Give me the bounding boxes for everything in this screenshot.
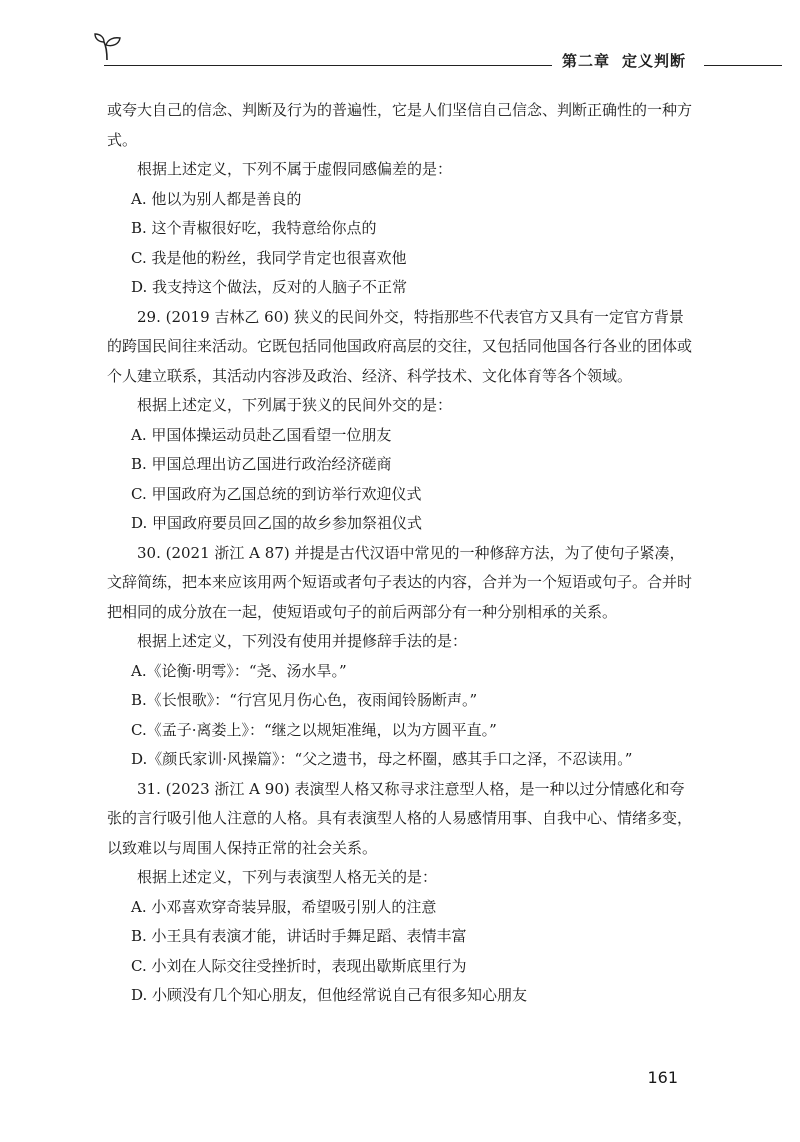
- chapter-label: 第二章: [562, 52, 611, 70]
- q30-option-a: A.《论衡·明雩》：“尧、汤水旱。”: [131, 661, 347, 680]
- intro-option-b: B. 这个青椒很好吃，我特意给你点的: [131, 219, 377, 237]
- q30-stem: 30. (2021 浙江 A 87) 并提是古代汉语中常见的一种修辞方法，为了使句子紧凑，文辞简练，把本来应该用两个短语或者句子表达的内容，合并为一个短语或句子。合并时把相同的成分放在一起，使短语或句子的前后两部分有一种分别相承的关系。: [107, 543, 693, 621]
- q29-option-b: B. 甲国总理出访乙国进行政治经济磋商: [131, 455, 392, 473]
- q31-option-b: B. 小王具有表演才能，讲话时手舞足蹈、表情丰富: [131, 927, 467, 945]
- header-rule-right: [704, 65, 782, 66]
- intro-option-a: A. 他以为别人都是善良的: [131, 189, 302, 208]
- intro-text: 或夸大自己的信念、判断及行为的普遍性，它是人们坚信自己信念、判断正确性的一种方式。: [107, 101, 693, 149]
- sprout-icon: [92, 32, 126, 62]
- page-header: [92, 28, 782, 74]
- intro-option-c: C. 我是他的粉丝，我同学肯定也很喜欢他: [131, 248, 407, 267]
- q29-option-c: C. 甲国政府为乙国总统的到访举行欢迎仪式: [131, 484, 422, 503]
- q29-option-a: A. 甲国体操运动员赴乙国看望一位朋友: [131, 425, 392, 444]
- page-content: [107, 96, 697, 1011]
- chapter-title: [562, 50, 686, 71]
- q30-option-c: C.《孟子·离娄上》：“继之以规矩准绳，以为方圆平直。”: [131, 720, 497, 739]
- q31-stem: 31. (2023 浙江 A 90) 表演型人格又称寻求注意型人格，是一种以过分情感化和夸张的言行吸引他人注意的人格。具有表演型人格的人易感情用事、自我中心、情绪多变，以致难以与周围人保持正常的社会关系。: [107, 779, 693, 857]
- page-number: 161: [647, 1068, 678, 1087]
- intro-question: 根据上述定义，下列不属于虚假同感偏差的是：: [137, 160, 453, 178]
- q29-stem: 29. (2019 吉林乙 60) 狭义的民间外交，特指那些不代表官方又具有一定官方背景的跨国民间往来活动。它既包括同他国政府高层的交往，又包括同他国各行各业的团体或个人建立联系，其活动内容涉及政治、经济、科学技术、文化体育等各个领域。: [107, 307, 693, 385]
- header-rule-left: [104, 65, 552, 66]
- q30-option-d: D.《颜氏家训·风操篇》：“父之遗书，母之杯圈，感其手口之泽，不忍读用。”: [131, 750, 633, 768]
- q31-question: 根据上述定义，下列与表演型人格无关的是：: [137, 868, 438, 886]
- q31-option-d: D. 小顾没有几个知心朋友，但他经常说自己有很多知心朋友: [131, 986, 528, 1004]
- intro-option-d: D. 我支持这个做法，反对的人脑子不正常: [131, 278, 408, 296]
- q29-question: 根据上述定义，下列属于狭义的民间外交的是：: [137, 396, 453, 414]
- q29-option-d: D. 甲国政府要员回乙国的故乡参加祭祖仪式: [131, 514, 423, 532]
- section-label: 定义判断: [622, 52, 687, 70]
- q30-question: 根据上述定义，下列没有使用并提修辞手法的是：: [137, 632, 468, 650]
- q30-option-b: B.《长恨歌》：“行宫见月伤心色，夜雨闻铃肠断声。”: [131, 691, 478, 709]
- q31-option-a: A. 小邓喜欢穿奇装异服，希望吸引别人的注意: [131, 897, 437, 916]
- q31-option-c: C. 小刘在人际交往受挫折时，表现出歇斯底里行为: [131, 956, 467, 975]
